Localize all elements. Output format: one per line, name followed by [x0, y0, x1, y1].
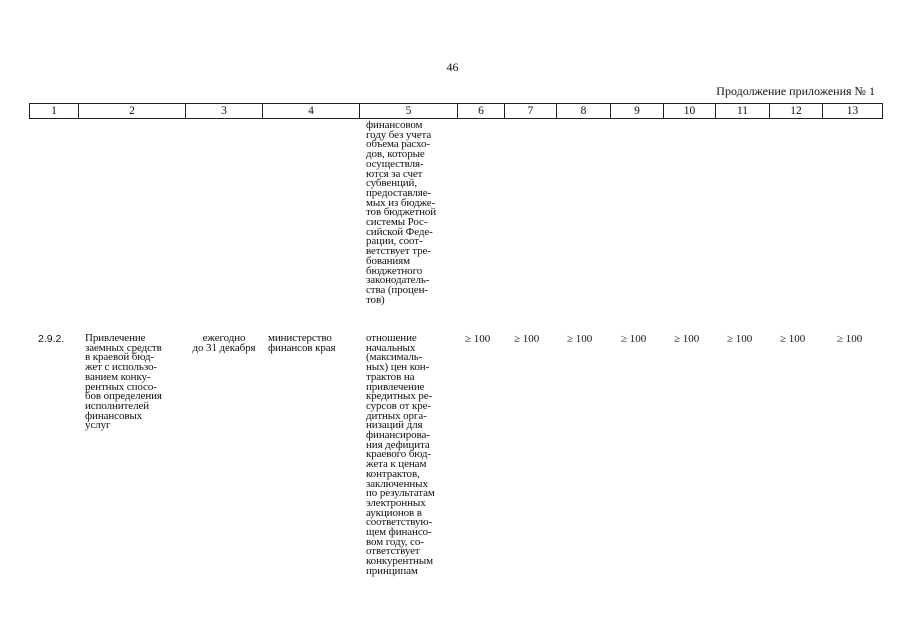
value-col-10: ≥ 100	[674, 333, 700, 345]
event-description: Привлечение заемных средств в краевой бюд- жет с использо- ванием конку- рентных спосо- бов определения исполнителей финансовых услуг	[85, 332, 162, 432]
page-number: 46	[446, 60, 459, 74]
continuation-label: Продолжение приложения № 1	[716, 84, 875, 98]
column-header-7: 7	[505, 104, 557, 119]
value-col-8: ≥ 100	[567, 333, 593, 345]
deadline: ежегодно до 31 декабря	[192, 332, 256, 354]
value-col-7: ≥ 100	[514, 333, 540, 345]
value-col-11: ≥ 100	[727, 333, 753, 345]
column-header-4: 4	[263, 104, 360, 119]
responsible-executor: министерство финансов края	[268, 332, 336, 354]
row-number: 2.9.2.	[38, 333, 65, 345]
value-col-13: ≥ 100	[837, 333, 863, 345]
column-header-8: 8	[557, 104, 611, 119]
column-header-12: 12	[770, 104, 823, 119]
column-header-13: 13	[823, 104, 883, 119]
column-header-5: 5	[360, 104, 458, 119]
value-col-9: ≥ 100	[621, 333, 647, 345]
column-header-9: 9	[611, 104, 664, 119]
column-header-10: 10	[664, 104, 716, 119]
column-header-2: 2	[79, 104, 186, 119]
column-header-3: 3	[186, 104, 263, 119]
value-col-12: ≥ 100	[780, 333, 806, 345]
column-header-11: 11	[716, 104, 770, 119]
column-header-row	[29, 103, 883, 119]
continued-indicator-text: финансовом году без учета объема расхо- дов, которые осуществля- ются за счет субвенций, предоставляе- мых из бюдже- тов бюджетной системы Рос- сийской Феде- рации, соот- ветствует тре- бованиям бюджетного законодатель- ства (процен- тов)	[366, 119, 437, 306]
value-col-6: ≥ 100	[465, 333, 491, 345]
column-header-1: 1	[30, 104, 79, 119]
indicator-description: отношение начальных (максималь- ных) цен кон- трактов на привлечение кредитных ре- сурсов от кре- дитных орга- низаций для финансирова- ния дефицита краевого бюд- жета к ценам контрактов, заключенных по результатам электронных аукционов в соответствую- щем финансо- вом году, со- ответствует конкурентным принципам	[366, 332, 435, 577]
column-header-6: 6	[458, 104, 505, 119]
